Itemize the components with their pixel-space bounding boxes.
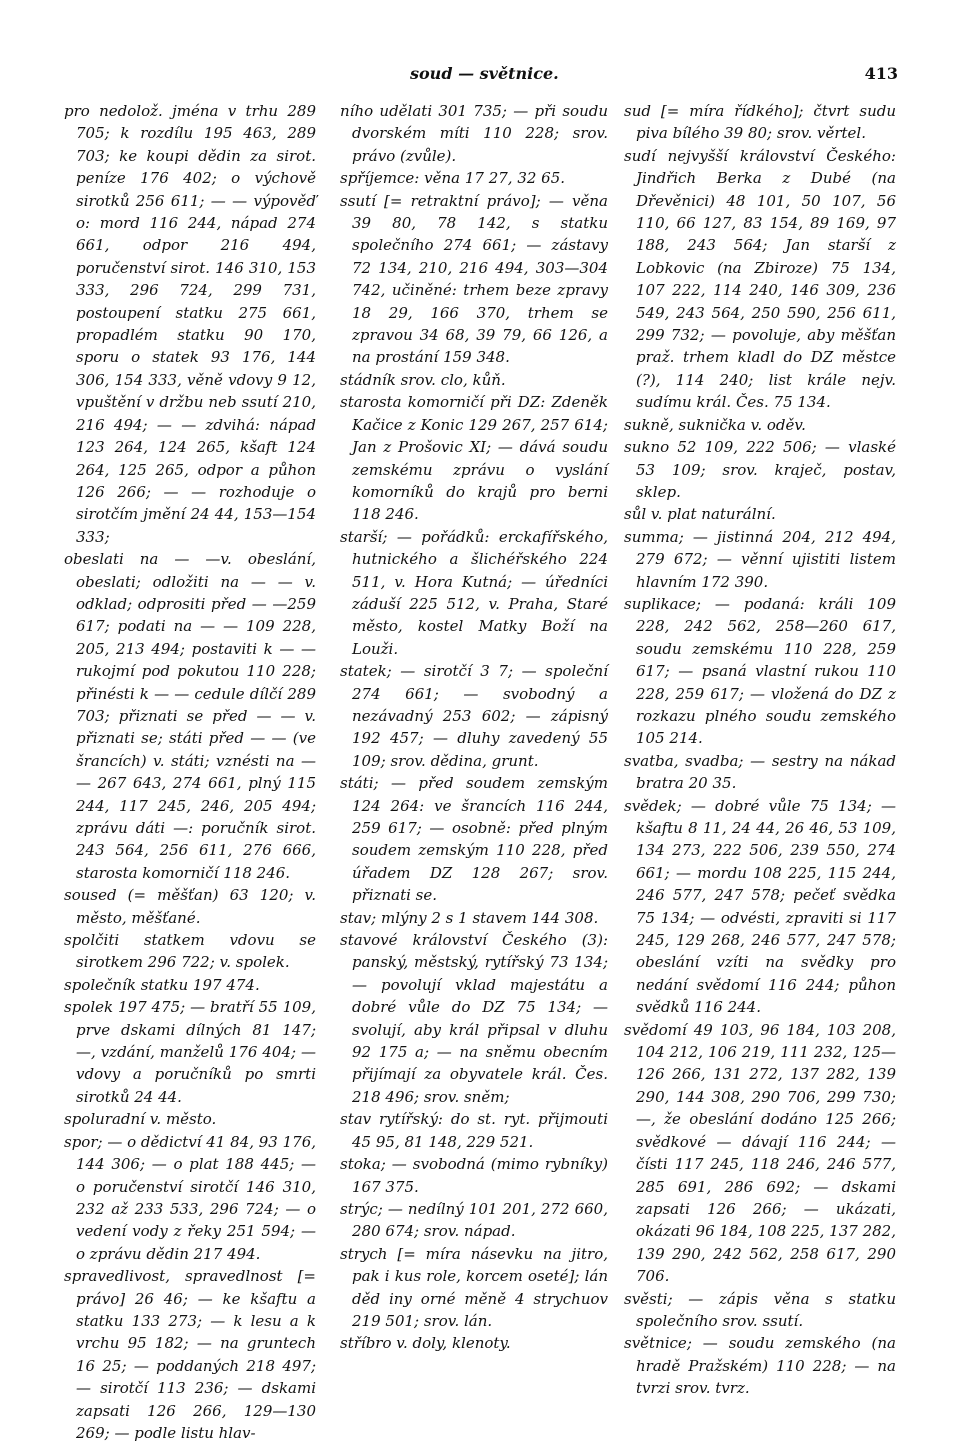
index-entry: svěsti; — zápis věna s statku společního srov. ssutí. bbox=[624, 1289, 896, 1330]
index-entry: stav; mlýny 2 s 1 stavem 144 308. bbox=[340, 908, 599, 927]
index-entry: starší; — pořádků: erckafířského, hutnického a šlichéřského 224 511, v. Hora Kutná; — úředníci záduší 225 512, v. Praha, Staré město, kostel Matky Boží na Louži. bbox=[340, 527, 608, 658]
index-entry: spolčiti statkem vdovu se sirotkem 296 722; v. spolek. bbox=[64, 931, 316, 972]
index-entry: světnice; — soudu zemského (na hradě Pražském) 110 228; — na tvrzi srov. tvrz. bbox=[624, 1334, 896, 1398]
column-3 bbox=[624, 100, 896, 1400]
index-entry: soused (= měšťan) 63 120; v. město, měšťané. bbox=[64, 886, 316, 927]
index-entry: suplikace; — podaná: králi 109 228, 242 562, 258—260 617, soudu zemskému 110 228, 259 617; — psaná vlastní rukou 110 228, 259 617; — vložená do DZ z rozkazu plného soudu zemského 105 214. bbox=[624, 594, 896, 748]
index-entry: státi; — před soudem zemským 124 264: ve šrancích 116 244, 259 617; — osobně: před plným soudem zemským 110 228, před úřadem DZ 128 267; srov. přiznati se. bbox=[340, 774, 608, 905]
index-entry: sukně, suknička v. oděv. bbox=[624, 415, 806, 434]
index-entry: sukno 52 109, 222 506; — vlaské 53 109; srov. kraječ, postav, sklep. bbox=[624, 438, 896, 501]
index-entry: strych [= míra násevku na jitro, pak i kus role, korcem oseté]; lán děd iny orné měně 4 strychuov 219 501; srov. lán. bbox=[340, 1244, 608, 1330]
index-entry: stádník srov. clo, kůň. bbox=[340, 370, 506, 389]
index-entry: statek; — sirotčí 3 7; — společní 274 661; — svobodný a nezávadný 253 602; — zápisný 192 457; — dluhy zavedený 55 109; srov. dědina, grunt. bbox=[340, 662, 608, 770]
index-entry: summa; — jistinná 204, 212 494, 279 672; — věnní ujistiti listem hlavním 172 390. bbox=[624, 527, 896, 591]
index-entry: ssutí [= retraktní právo]; — věna 39 80, 78 142, s statku společního 274 661; — zástavy 72 134, 210, 216 494, 303—304 742, učiněné: trhem beze zpravy 18 29, 166 370, trhem se zpravou 34 68, 39 79, 66 126, a na prostání 159 348. bbox=[340, 191, 608, 367]
index-entry: spor; — o dědictví 41 84, 93 176, 144 306; — o plat 188 445; — o poručenství sirotčí 146 310, 232 až 233 533, 296 724; — o vedení vody z řeky 251 594; — o zprávu dědin 217 494. bbox=[64, 1132, 316, 1263]
index-entry: pro nedolož. jména v trhu 289 705; k rozdílu 195 463, 289 703; ke koupi dědin za sirot. peníze 176 402; o výchově sirotků 256 611; — — výpověď o: mord 116 244, nápad 274 661, odpor 216 494, poručenství sirot. 146 310, 153 333, 296 724, 299 731, postoupení statku 275 661, propadlém statku 90 170, sporu o statek 93 176, 144 306, 154 333, věně vdovy 9 12, vpuštění v držbu neb ssutí 210, 216 494; — — zdvihá: nápad 123 264, 124 265, kšaft 124 264, 125 265, odpor a půhon 126 266; — — rozhoduje o sirotčím jmění 24 44, 153—154 333; bbox=[64, 102, 316, 546]
index-entry: spříjemce: věna 17 27, 32 65. bbox=[340, 169, 566, 188]
column-2 bbox=[340, 100, 608, 1355]
index-entry: starosta komorničí při DZ: Zdeněk Kačice z Konic 129 267, 257 614; Jan z Prošovic XI; — dává soudu zemskému zprávu o vyslání komorníků do krajů pro berni 118 246. bbox=[340, 393, 608, 524]
index-entry: spravedlivost, spravedlnost [= právo] 26 46; — ke kšaftu a statku 133 273; — k lesu a k vrchu 95 182; — na gruntech 16 25; — poddaných 218 497; — sirotčí 113 236; — dskami zapsati 126 266, 129—130 269; — podle listu hlav- bbox=[64, 1267, 316, 1442]
index-entry: svatba, svadba; — sestry na nákad bratra 20 35. bbox=[624, 751, 896, 793]
index-entry: spoluradní v. město. bbox=[64, 1110, 217, 1129]
column-1 bbox=[64, 100, 316, 1444]
index-entry: stavové království Českého (3): panský, městský, rytířský 73 134; — povolují vklad majestátu a dobré vůle do DZ 75 134; — svolují, aby král připsal v dluhu 92 175 a; — na sněmu obecním přijímají za obyvatele král. Čes. 218 496; srov. sněm; bbox=[340, 931, 608, 1106]
index-entry: stav rytířský: do st. ryt. přijmouti 45 95, 81 148, 229 521. bbox=[340, 1110, 608, 1151]
index-entry: svědek; — dobré vůle 75 134; — kšaftu 8 11, 24 44, 26 46, 53 109, 134 273, 222 506, 239 550, 274 661; — mordu 108 225, 115 244, 246 577, 247 578; pečeť svědka 75 134; — odvésti, zpraviti si 117 245, 129 268, 246 577, 247 578; obeslání vzíti na svědky pro nedání svědomí 116 244; půhon svědků 116 244. bbox=[624, 796, 896, 1017]
index-entry: společník statku 197 474. bbox=[64, 975, 260, 994]
index-entry: sud [= míra řídkého]; čtvrt sudu piva bílého 39 80; srov. věrtel. bbox=[624, 102, 896, 143]
index-entry: sůl v. plat naturální. bbox=[624, 505, 776, 524]
index-entry: sudí nejvyšší království Českého: Jindřich Berka z Dubé (na Dřevěnici) 48 101, 50 107, 56 110, 66 127, 83 154, 89 169, 97 188, 243 564; Jan starší z Lobkovic (na Zbiroze) 75 134, 107 222, 114 240, 146 309, 236 549, 243 564, 250 590, 256 611, 299 732; — povoluje, aby měšťan praž. trhem kladl do DZ městce (?), 114 240; list krále nejv. sudímu král. Čes. 75 134. bbox=[624, 146, 896, 412]
index-entry: strýc; — nedílný 101 201, 272 660, 280 674; srov. nápad. bbox=[340, 1199, 608, 1241]
running-head-title: soud — světnice. bbox=[410, 64, 559, 83]
index-entry: stříbro v. doly, klenoty. bbox=[340, 1334, 511, 1353]
index-entry: svědomí 49 103, 96 184, 103 208, 104 212, 106 219, 111 232, 125—126 266, 131 272, 137 282, 139 290, 144 308, 290 706, 299 730; —, že obeslání dodáno 125 266; svědkové — dávají 116 244; — čísti 117 245, 118 246, 246 577, 285 691, 286 692; — dskami zapsati 126 266; — ukázati, okázati 96 184, 108 225, 137 282, 139 290, 242 562, 258 617, 290 706. bbox=[624, 1020, 896, 1286]
index-entry: obeslati na — —v. obeslání, obeslati; odložiti na — — v. odklad; odprositi před — —259 617; podati na — — 109 228, 205, 213 494; postaviti k — — rukojmí pod pokutou 110 228; přinésti k — — cedule dílčí 289 703; přiznati se před — — v. přiznati se; státi před — — (ve šrancích) v. státi; vznésti na — — 267 643, 274 661, plný 115 244, 117 245, 246, 205 494; zprávu dáti —: poručník sirot. 243 564, 256 611, 276 666, starosta komorničí 118 246. bbox=[64, 550, 316, 882]
running-head bbox=[0, 64, 960, 88]
index-entry: ního udělati 301 735; — při soudu dvorském míti 110 228; srov. právo (zvůle). bbox=[340, 102, 608, 165]
index-entry: spolek 197 475; — bratří 55 109, prve dskami dílných 81 147; —, vzdání, manželů 176 404; — vdovy a poručníků po smrti sirotků 24 44. bbox=[64, 998, 316, 1106]
page-number: 413 bbox=[864, 64, 898, 83]
index-entry: stoka; — svobodná (mimo rybníky) 167 375. bbox=[340, 1155, 608, 1196]
